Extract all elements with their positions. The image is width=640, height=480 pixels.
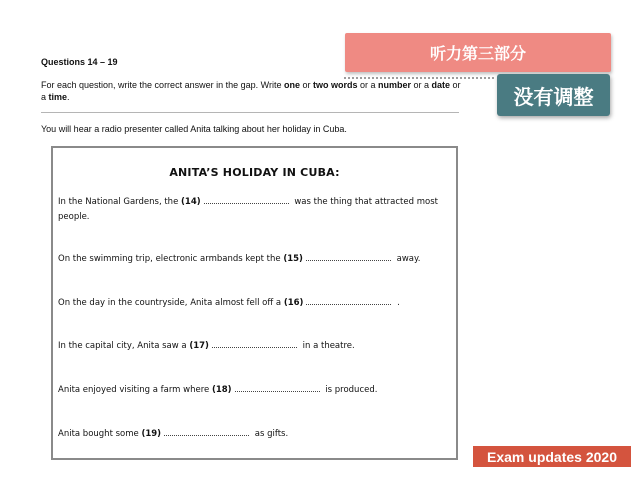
answer-gap-17[interactable] <box>212 338 297 348</box>
dotted-divider <box>344 77 494 79</box>
answer-gap-14[interactable] <box>204 194 289 204</box>
status-banner: 没有调整 <box>497 74 610 116</box>
instructions-text: For each question, write the correct answer in the gap. Write one or two words or a number or a date or a time. <box>41 80 461 102</box>
question-box <box>51 146 458 460</box>
answer-gap-18[interactable] <box>235 382 320 392</box>
question-15: On the swimming trip, electronic armbands kept the (15) away. <box>58 251 450 267</box>
question-19: Anita bought some (19) as gifts. <box>58 426 450 442</box>
intro-text: You will hear a radio presenter called Anita talking about her holiday in Cuba. <box>41 124 347 134</box>
exam-updates-badge: Exam updates 2020 <box>473 446 631 467</box>
questions-title: Questions 14 – 19 <box>41 57 118 67</box>
answer-gap-16[interactable] <box>306 295 391 305</box>
question-17: In the capital city, Anita saw a (17) in a theatre. <box>58 338 450 354</box>
answer-gap-19[interactable] <box>164 426 249 436</box>
answer-gap-15[interactable] <box>306 251 391 261</box>
divider <box>41 112 459 113</box>
question-14: In the National Gardens, the (14) was the thing that attracted most people. <box>58 194 450 225</box>
question-18: Anita enjoyed visiting a farm where (18) is produced. <box>58 382 450 398</box>
question-16: On the day in the countryside, Anita almost fell off a (16) . <box>58 295 450 311</box>
box-title: ANITA’S HOLIDAY IN CUBA: <box>169 166 340 179</box>
section-banner: 听力第三部分 <box>345 33 611 72</box>
